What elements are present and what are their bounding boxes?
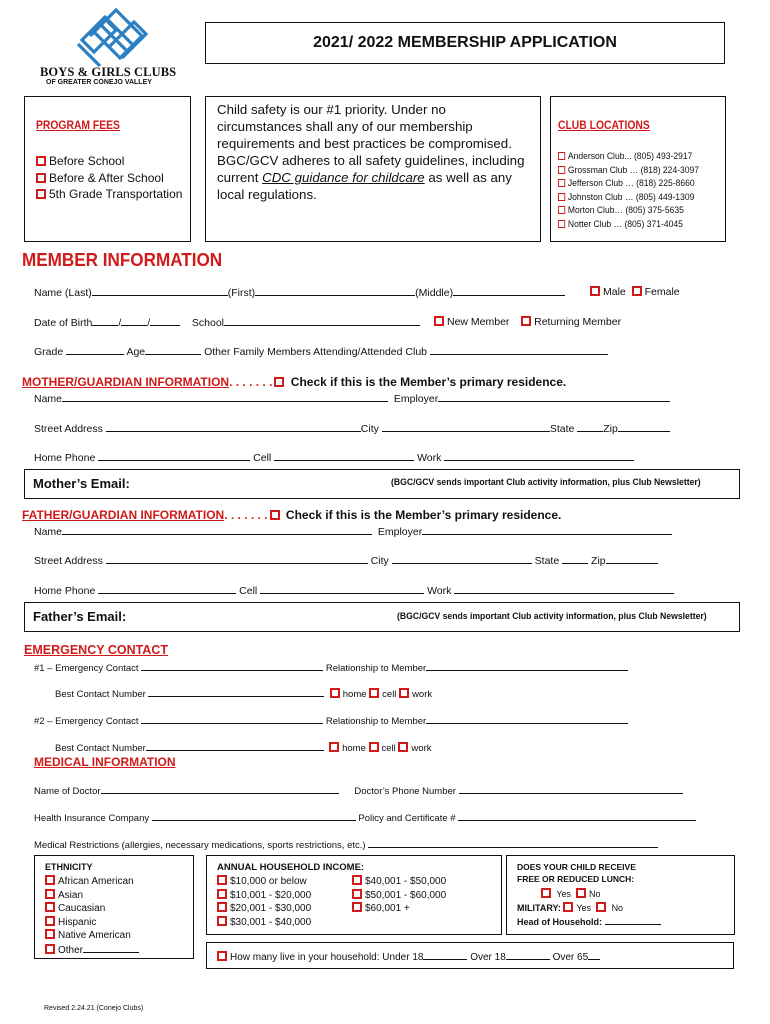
lunch-box [506, 855, 735, 935]
mother-employer-field[interactable] [438, 392, 670, 402]
lunch-question: DOES YOUR CHILD RECEIVE FREE OR REDUCED LUNCH: [517, 862, 636, 884]
restrictions-row: Medical Restrictions (allergies, necessary medications, sports restrictions, etc.) [34, 838, 658, 851]
emergency2-name-field[interactable] [141, 714, 323, 724]
mother-name-field[interactable] [62, 392, 388, 402]
income-option[interactable]: $60,001 + [352, 902, 446, 916]
ethnicity-option[interactable]: Hispanic [45, 916, 139, 930]
military-no-checkbox[interactable] [596, 902, 606, 912]
mother-heading-row: MOTHER/GUARDIAN INFORMATION. . . . . . . Check if this is the Member’s primary residence. [22, 375, 567, 389]
age-field[interactable] [145, 345, 201, 355]
military-row: MILITARY: Yes No [517, 903, 624, 913]
first-name-field[interactable] [255, 286, 415, 296]
ethnicity-option[interactable]: Other [45, 943, 139, 958]
restrictions-field[interactable] [368, 838, 658, 848]
safety-box [205, 96, 541, 242]
location-item: Grossman Club … (818) 224-3097 [558, 164, 699, 178]
fee-before-after-school[interactable]: Before & After School [36, 170, 182, 187]
location-item: Notter Club … (805) 371-4045 [558, 218, 699, 232]
male-checkbox[interactable] [590, 286, 600, 296]
income-option[interactable]: $30,001 - $40,000 [217, 916, 311, 930]
mother-street-field[interactable] [106, 422, 361, 432]
father-heading-row: FATHER/GUARDIAN INFORMATION. . . . . . . Check if this is the Member’s primary residence. [22, 508, 562, 522]
female-checkbox[interactable] [632, 286, 642, 296]
mother-cell-field[interactable] [274, 451, 414, 461]
emergency1-home-checkbox[interactable] [330, 688, 340, 698]
insurance-row: Health Insurance Company Policy and Certificate # [34, 811, 696, 824]
cdc-link[interactable]: CDC guidance for childcare [262, 170, 425, 185]
insurance-field[interactable] [152, 811, 356, 821]
under18-field[interactable] [423, 950, 467, 960]
ethnicity-other-field[interactable] [83, 943, 139, 953]
over18-field[interactable] [506, 950, 550, 960]
father-email-label: Father’s Email: [33, 609, 127, 624]
income-option[interactable]: $10,001 - $20,000 [217, 889, 311, 903]
ethnicity-list [45, 875, 139, 958]
father-primary-checkbox[interactable] [270, 510, 280, 520]
income-col1 [217, 875, 311, 929]
lunch-options: Yes No [541, 888, 601, 899]
member-status-options: New Member Returning Member [434, 316, 621, 328]
father-employer-field[interactable] [422, 525, 672, 535]
ethnicity-box [34, 855, 194, 959]
checkbox-icon[interactable] [36, 156, 46, 166]
mother-primary-checkbox[interactable] [274, 377, 284, 387]
club-locations-heading: CLUB LOCATIONS [558, 120, 650, 132]
fee-before-school[interactable]: Before School [36, 153, 182, 170]
father-cell-field[interactable] [260, 584, 424, 594]
emergency2-number-field[interactable] [146, 741, 324, 751]
father-street-field[interactable] [106, 554, 368, 564]
doctor-row: Name of Doctor Doctor’s Phone Number [34, 784, 683, 797]
income-heading: ANNUAL HOUSEHOLD INCOME: [217, 862, 365, 873]
income-option[interactable]: $50,001 - $60,000 [352, 889, 446, 903]
emergency2-row: #2 – Emergency Contact Relationship to Member [34, 714, 628, 727]
new-member-checkbox[interactable] [434, 316, 444, 326]
member-dob-row: Date of Birth / / School [34, 316, 420, 329]
dob-month-field[interactable] [92, 316, 118, 326]
over65-field[interactable] [588, 950, 600, 960]
father-state-field[interactable] [562, 554, 588, 564]
ethnicity-heading: ETHNICITY [45, 862, 93, 872]
checkbox-icon[interactable] [36, 173, 46, 183]
emergency1-number-row: Best Contact Number home cell work [55, 689, 433, 700]
ethnicity-option[interactable]: Native American [45, 929, 139, 943]
title-box [205, 22, 725, 64]
mother-home-phone-field[interactable] [98, 451, 250, 461]
emergency2-home-checkbox[interactable] [329, 742, 339, 752]
location-item: Jefferson Club … (818) 225-8660 [558, 177, 699, 191]
policy-field[interactable] [458, 811, 696, 821]
emergency-heading: EMERGENCY CONTACT [24, 643, 168, 657]
emergency2-work-checkbox[interactable] [398, 742, 408, 752]
income-col2 [352, 875, 446, 916]
mother-email-label: Mother’s Email: [33, 476, 130, 491]
father-zip-field[interactable] [606, 554, 658, 564]
father-work-field[interactable] [454, 584, 674, 594]
mother-address-row: Street Address City State Zip [34, 422, 670, 435]
mother-heading: MOTHER/GUARDIAN INFORMATION [22, 375, 230, 389]
emergency2-relationship-field[interactable] [426, 714, 628, 724]
lunch-yes-checkbox[interactable] [541, 888, 551, 898]
father-heading: FATHER/GUARDIAN INFORMATION [22, 508, 225, 522]
income-option[interactable]: $40,001 - $50,000 [352, 875, 446, 889]
household-box [206, 942, 734, 969]
father-email-box[interactable] [24, 602, 740, 632]
head-household-row: Head of Household: [517, 915, 661, 927]
ethnicity-option[interactable]: African American [45, 875, 139, 889]
medical-heading: MEDICAL INFORMATION [34, 755, 176, 769]
household-row: How many live in your household: Under 18 Over 18 Over 65 [217, 950, 600, 963]
dob-year-field[interactable] [150, 316, 180, 326]
father-email-note: (BGC/GCV sends important Club activity information, plus Club Newsletter) [397, 611, 707, 621]
logo [38, 6, 188, 92]
program-fees-heading: PROGRAM FEES [36, 120, 120, 132]
father-phone-row: Home Phone Cell Work [34, 584, 674, 597]
emergency2-number-row: Best Contact Number home cell work [55, 743, 432, 754]
mother-work-field[interactable] [444, 451, 634, 461]
income-option[interactable]: $10,000 or below [217, 875, 311, 889]
mother-phone-row: Home Phone Cell Work [34, 451, 634, 464]
dob-day-field[interactable] [121, 316, 147, 326]
mother-city-field[interactable] [382, 422, 550, 432]
club-locations-box [550, 96, 726, 242]
doctor-name-field[interactable] [101, 784, 339, 794]
household-checkbox[interactable] [217, 951, 227, 961]
father-city-field[interactable] [392, 554, 532, 564]
emergency1-relationship-field[interactable] [426, 661, 628, 671]
emergency1-name-field[interactable] [141, 661, 323, 671]
income-box [206, 855, 502, 935]
mother-email-note: (BGC/GCV sends important Club activity information, plus Club Newsletter) [391, 477, 701, 487]
program-fees-box [24, 96, 191, 242]
program-fees-list [36, 153, 182, 203]
father-address-row: Street Address City State Zip [34, 554, 658, 567]
revision-footer: Revised 2.24.21 (Conejo Clubs) [44, 1005, 144, 1012]
mother-zip-field[interactable] [618, 422, 670, 432]
middle-name-field[interactable] [453, 286, 565, 296]
doctor-phone-field[interactable] [459, 784, 683, 794]
location-item: Johnston Club … (805) 449-1309 [558, 191, 699, 205]
club-logo-icon [38, 6, 188, 68]
school-field[interactable] [224, 316, 420, 326]
mother-state-field[interactable] [577, 422, 603, 432]
military-yes-checkbox[interactable] [563, 902, 573, 912]
grade-field[interactable] [66, 345, 124, 355]
mother-email-box[interactable] [24, 469, 740, 499]
location-item: Anderson Club... (805) 493-2917 [558, 150, 699, 164]
ethnicity-option[interactable]: Caucasian [45, 902, 139, 916]
emergency2-cell-checkbox[interactable] [369, 742, 379, 752]
logo-line1: BOYS & GIRLS CLUBS [40, 65, 177, 79]
lunch-no-checkbox[interactable] [576, 888, 586, 898]
income-option[interactable]: $20,001 - $30,000 [217, 902, 311, 916]
emergency1-cell-checkbox[interactable] [369, 688, 379, 698]
other-family-field[interactable] [430, 345, 608, 355]
emergency1-work-checkbox[interactable] [399, 688, 409, 698]
father-name-field[interactable] [62, 525, 372, 535]
logo-line2: OF GREATER CONEJO VALLEY [46, 79, 152, 86]
returning-member-checkbox[interactable] [521, 316, 531, 326]
club-locations-list [558, 150, 699, 232]
fee-transportation[interactable]: 5th Grade Transportation [36, 186, 182, 203]
emergency1-number-field[interactable] [148, 687, 324, 697]
page-title: 2021/ 2022 MEMBERSHIP APPLICATION [313, 34, 617, 51]
member-grade-row: Grade Age Other Family Members Attending/Attended Club [34, 345, 608, 358]
father-home-phone-field[interactable] [98, 584, 236, 594]
head-household-field[interactable] [605, 915, 661, 925]
father-name-row: Name Employer [34, 525, 672, 538]
emergency1-row: #1 – Emergency Contact Relationship to Member [34, 661, 628, 674]
checkbox-icon[interactable] [36, 189, 46, 199]
ethnicity-option[interactable]: Asian [45, 889, 139, 903]
location-item: Morton Club… (805) 375-5635 [558, 204, 699, 218]
last-name-field[interactable] [92, 286, 228, 296]
member-name-row: Name (Last) (First) (Middle) [34, 286, 565, 299]
mother-name-row: Name Employer [34, 392, 670, 405]
member-info-heading: MEMBER INFORMATION [22, 250, 223, 270]
gender-options: Male Female [590, 286, 680, 298]
safety-text: Child safety is our #1 priority. Under no circumstances shall any of our membership requirements and best practices be compromised. BGC/GCV adheres to all safety guidelines, including current CDC guidance for childcare as well as any local regulations. [217, 102, 525, 202]
